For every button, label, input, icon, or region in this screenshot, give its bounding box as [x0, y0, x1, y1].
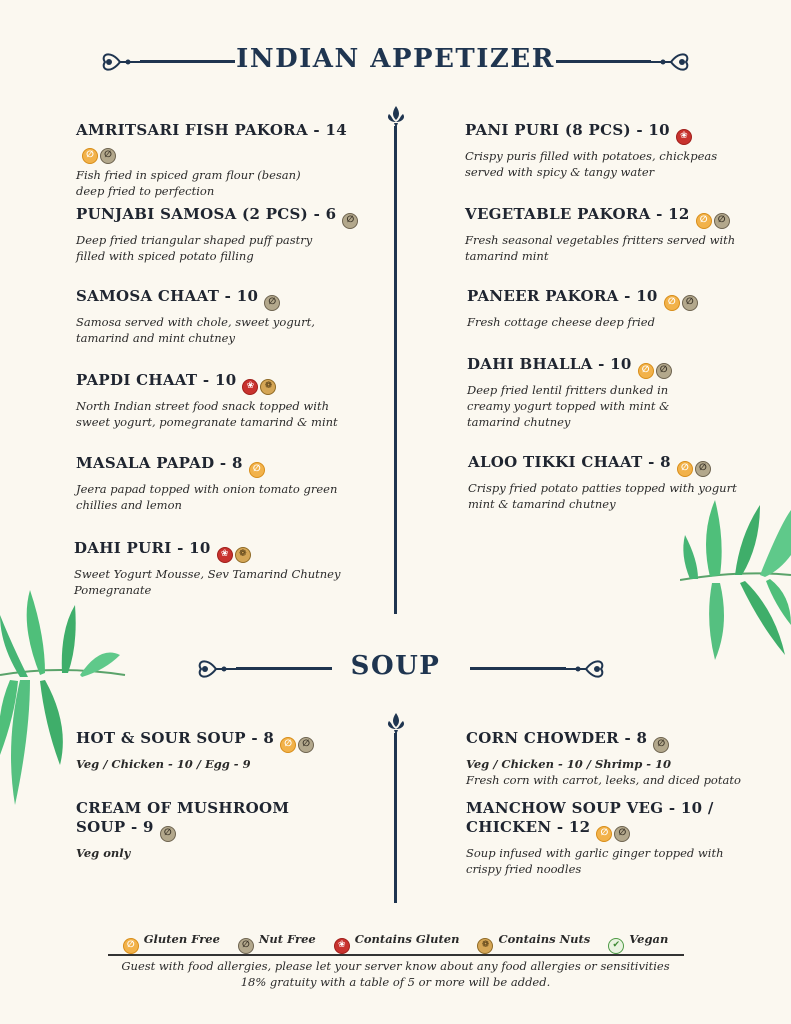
allergy-note: Guest with food allergies, please let your server know about any food allergies or sensitivities	[121, 959, 670, 973]
menu-item-description: Deep fried lentil fritters dunked in creamy yogurt topped with mint & tamarind chutney	[467, 383, 670, 429]
menu-item	[76, 286, 376, 346]
title-rule-right	[556, 60, 651, 63]
allergen-badges	[696, 207, 732, 229]
legend-label: Vegan	[629, 932, 669, 946]
menu-item-name: PANI PURI (8 PCS) - 10	[465, 121, 670, 139]
legend-item-nut-free	[238, 932, 316, 954]
menu-item-variants: Veg / Chicken - 10 / Egg - 9	[76, 757, 251, 771]
menu-item-header	[468, 452, 768, 477]
menu-item-name: AMRITSARI FISH PAKORA - 14	[76, 121, 347, 139]
menu-item-description: Samosa served with chole, sweet yogurt, tamarind and mint chutney	[76, 315, 315, 345]
allergen-badges	[664, 289, 700, 311]
menu-item-description: Deep fried triangular shaped puff pastry filled with spiced potato filling	[76, 233, 313, 263]
legend-label: Contains Gluten	[354, 932, 460, 946]
menu-item-description: Fresh seasonal vegetables fritters served with tamarind mint	[465, 233, 736, 263]
allergen-badges	[82, 142, 118, 164]
menu-item-description: Jeera papad topped with onion tomato green chillies and lemon	[76, 482, 338, 512]
menu-item	[468, 452, 768, 512]
gluten-free-icon: ∅	[280, 737, 296, 753]
vegan-icon: ✔	[608, 938, 624, 954]
menu-item	[466, 798, 776, 877]
menu-item-header	[76, 453, 376, 478]
gluten-free-icon: ∅	[596, 826, 612, 842]
menu-item-variants: Veg / Chicken - 10 / Shrimp - 10	[466, 757, 672, 771]
legend-item-vegan	[608, 932, 668, 954]
menu-item-name: VEGETABLE PAKORA - 12	[465, 205, 690, 223]
menu-item-description: Fish fried in spiced gram flour (besan) deep fried to perfection	[76, 168, 301, 198]
soup-section-title: SOUP	[350, 651, 441, 681]
menu-item-description: Crispy fried potato patties topped with yogurt mint & tamarind chutney	[468, 481, 737, 511]
allergen-badges	[160, 820, 178, 842]
legend-label: Contains Nuts	[498, 932, 591, 946]
menu-item-description: Crispy puris filled with potatoes, chickpeas served with spicy & tangy water	[465, 149, 718, 179]
menu-item-header	[76, 204, 376, 229]
column-divider-bottom	[394, 733, 397, 903]
menu-item	[467, 286, 767, 330]
nut-free-icon: ∅	[264, 295, 280, 311]
nut-free-icon: ∅	[714, 213, 730, 229]
menu-item	[76, 798, 376, 861]
menu-item	[465, 120, 765, 180]
menu-item-name: MANCHOW SOUP VEG - 10 / CHICKEN - 12	[466, 799, 714, 836]
menu-item-variants: Veg only	[76, 846, 131, 860]
menu-item-header	[466, 728, 776, 753]
appetizer-section-title: INDIAN APPETIZER	[236, 44, 555, 74]
gluten-free-icon: ∅	[82, 148, 98, 164]
allergen-badges	[217, 541, 253, 563]
menu-item-header	[76, 370, 376, 395]
legend-divider	[108, 954, 684, 956]
menu-item-description: Soup infused with garlic ginger topped with crispy fried noodles	[466, 846, 724, 876]
gluten-free-icon: ∅	[249, 462, 265, 478]
gluten-free-icon: ∅	[677, 461, 693, 477]
allergen-badges	[249, 456, 267, 478]
flourish-right-icon	[651, 47, 691, 77]
legend-label: Nut Free	[258, 932, 316, 946]
palm-leaf-left-decoration	[0, 585, 130, 815]
nut-free-icon: ∅	[342, 213, 358, 229]
flourish-right-icon	[566, 654, 606, 684]
contains-gluten-icon: ❀	[217, 547, 233, 563]
column-divider-top	[394, 126, 397, 614]
gratuity-note: 18% gratuity with a table of 5 or more will be added.	[240, 975, 551, 989]
menu-item-header	[465, 120, 765, 145]
allergen-badges	[242, 373, 278, 395]
nut-free-icon: ∅	[238, 938, 254, 954]
title-rule-right	[470, 667, 566, 670]
menu-item-header	[467, 286, 767, 311]
menu-item-header	[76, 728, 376, 753]
menu-item-name: DAHI BHALLA - 10	[467, 355, 632, 373]
palm-leaf-right-decoration	[680, 495, 791, 665]
menu-item	[76, 728, 376, 772]
menu-item-description: North Indian street food snack topped with sweet yogurt, pomegranate tamarind & mint	[76, 399, 338, 429]
menu-item-description: Sweet Yogurt Mousse, Sev Tamarind Chutney Pomegranate	[74, 567, 341, 597]
menu-item-name: PUNJABI SAMOSA (2 PCS) - 6	[76, 205, 337, 223]
nut-free-icon: ∅	[100, 148, 116, 164]
menu-item-header	[467, 354, 767, 379]
menu-item	[74, 538, 374, 598]
nut-free-icon: ∅	[614, 826, 630, 842]
contains-nuts-icon: ❁	[477, 938, 493, 954]
menu-item	[76, 120, 376, 199]
legend-label: Gluten Free	[143, 932, 220, 946]
nut-free-icon: ∅	[160, 826, 176, 842]
allergen-legend	[0, 932, 791, 954]
nut-free-icon: ∅	[653, 737, 669, 753]
allergen-badges	[653, 731, 671, 753]
contains-nuts-icon: ❁	[235, 547, 251, 563]
contains-nuts-icon: ❁	[260, 379, 276, 395]
allergen-badges	[280, 731, 316, 753]
allergen-badges	[596, 820, 632, 842]
menu-item	[467, 354, 767, 430]
nut-free-icon: ∅	[298, 737, 314, 753]
menu-item-name: PANEER PAKORA - 10	[467, 287, 658, 305]
menu-item-description: Fresh corn with carrot, leeks, and diced potato	[466, 773, 741, 787]
menu-item	[465, 204, 765, 264]
legend-item-gluten-free	[123, 932, 220, 954]
nut-free-icon: ∅	[682, 295, 698, 311]
legend-item-contains-gluten	[334, 932, 460, 954]
menu-item-name: SAMOSA CHAAT - 10	[76, 287, 259, 305]
menu-item	[466, 728, 776, 788]
menu-item-header	[465, 204, 765, 229]
fleur-divider-icon	[386, 713, 406, 735]
menu-item-name: CORN CHOWDER - 8	[466, 729, 648, 747]
nut-free-icon: ∅	[656, 363, 672, 379]
menu-item-header	[76, 798, 376, 842]
menu-item-description: Fresh cottage cheese deep fried	[467, 315, 655, 329]
menu-item	[76, 370, 376, 430]
allergen-badges	[677, 455, 713, 477]
gluten-free-icon: ∅	[664, 295, 680, 311]
menu-item	[76, 453, 376, 513]
legend-item-contains-nuts	[477, 932, 590, 954]
contains-gluten-icon: ❀	[334, 938, 350, 954]
gluten-free-icon: ∅	[123, 938, 139, 954]
contains-gluten-icon: ❀	[242, 379, 258, 395]
allergen-badges	[342, 207, 360, 229]
gluten-free-icon: ∅	[696, 213, 712, 229]
allergen-badges	[638, 357, 674, 379]
menu-item-header	[76, 120, 376, 164]
menu-item-name: MASALA PAPAD - 8	[76, 454, 243, 472]
menu-item-name: CREAM OF MUSHROOM SOUP - 9	[76, 799, 290, 836]
gluten-free-icon: ∅	[638, 363, 654, 379]
nut-free-icon: ∅	[695, 461, 711, 477]
menu-item-header	[74, 538, 374, 563]
allergen-badges	[264, 289, 282, 311]
menu-item-name: HOT & SOUR SOUP - 8	[76, 729, 275, 747]
menu-item-header	[466, 798, 776, 842]
menu-item-header	[76, 286, 376, 311]
menu-item-name: DAHI PURI - 10	[74, 539, 211, 557]
menu-item-name: ALOO TIKKI CHAAT - 8	[468, 453, 671, 471]
menu-item	[76, 204, 376, 264]
allergen-badges	[676, 123, 694, 145]
contains-gluten-icon: ❀	[676, 129, 692, 145]
menu-item-name: PAPDI CHAAT - 10	[76, 371, 237, 389]
fleur-divider-icon	[386, 106, 406, 128]
